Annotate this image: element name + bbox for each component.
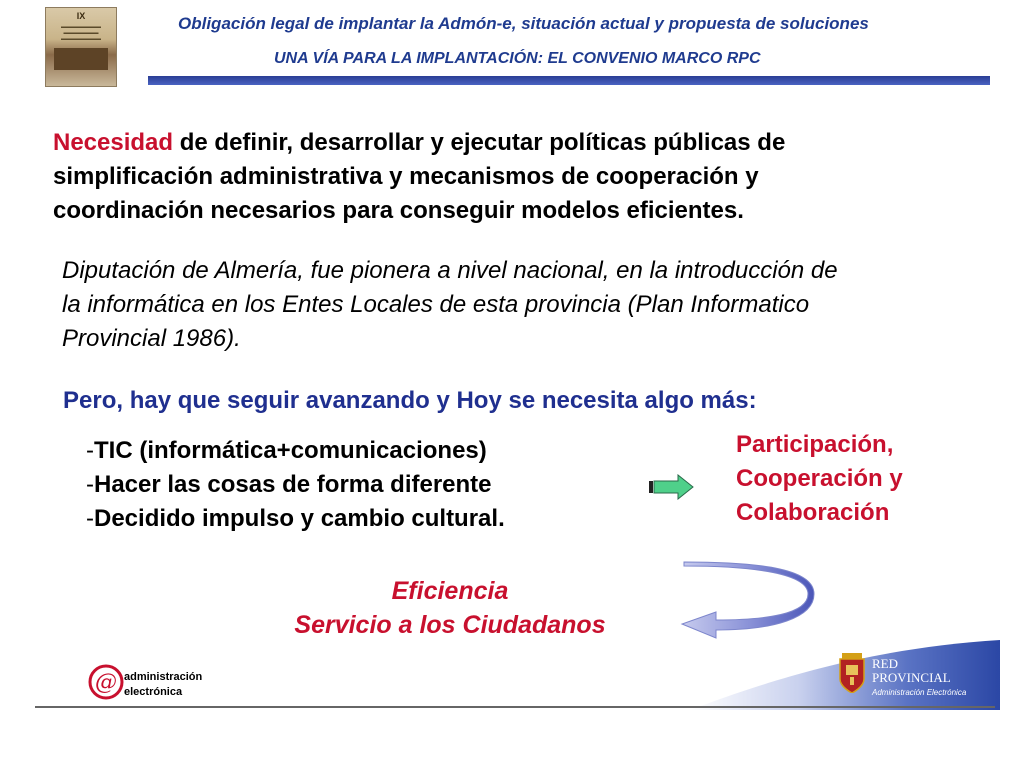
curved-return-arrow-icon [676, 560, 816, 642]
red-provincial-line-3: Administración Electrónica [872, 688, 967, 697]
paragraph-progress: Pero, hay que seguir avanzando y Hoy se necesita algo más: [63, 387, 757, 414]
list-item: -TIC (informática+comunicaciones) [86, 437, 487, 464]
book-cover-numeral: IX [76, 11, 86, 21]
book-cover-photo [54, 48, 108, 70]
header-title: Obligación legal de implantar la Admón-e, situación actual y propuesta de soluciones [178, 14, 869, 33]
header-subtitle: UNA VÍA PARA LA IMPLANTACIÓN: EL CONVENIO MARCO RPC [274, 50, 761, 67]
list-item: -Decidido impulso y cambio cultural. [86, 505, 505, 532]
red-provincial-line-1: RED [872, 656, 898, 671]
administracion-electronica-logo-icon [88, 664, 124, 700]
outcome-text: Participación, Cooperación y Colaboración [736, 431, 903, 526]
logo-line-2: electrónica [124, 686, 183, 698]
book-cover-image: IX ▬▬▬▬▬▬▬▬ ▬▬▬▬▬▬▬ ▬▬▬▬▬▬▬▬ [45, 7, 117, 87]
cycle-text: Eficiencia Servicio a los Ciudadanos [294, 577, 606, 639]
red-provincial-line-2: PROVINCIAL [872, 670, 951, 685]
measures-list [86, 434, 505, 536]
coat-of-arms-icon [838, 653, 866, 693]
svg-text:@: @ [95, 670, 117, 695]
list-item: -Hacer las cosas de forma diferente [86, 471, 492, 498]
header-divider [148, 76, 990, 85]
right-arrow-icon [648, 474, 694, 500]
paragraph-need: Necesidad de definir, desarrollar y ejecutar políticas públicas de simplificación administrativa y mecanismos de cooperación y coordinación necesarios para conseguir modelos eficientes. [53, 129, 786, 224]
logo-line-1: administración [124, 671, 203, 683]
paragraph-almeria: Diputación de Almería, fue pionera a nivel nacional, en la introducción de la informática en los Entes Locales de esta provincia (Plan Informatico Provincial 1986). [62, 257, 838, 352]
footer-divider [35, 706, 995, 708]
need-highlight: Necesidad [53, 129, 174, 156]
